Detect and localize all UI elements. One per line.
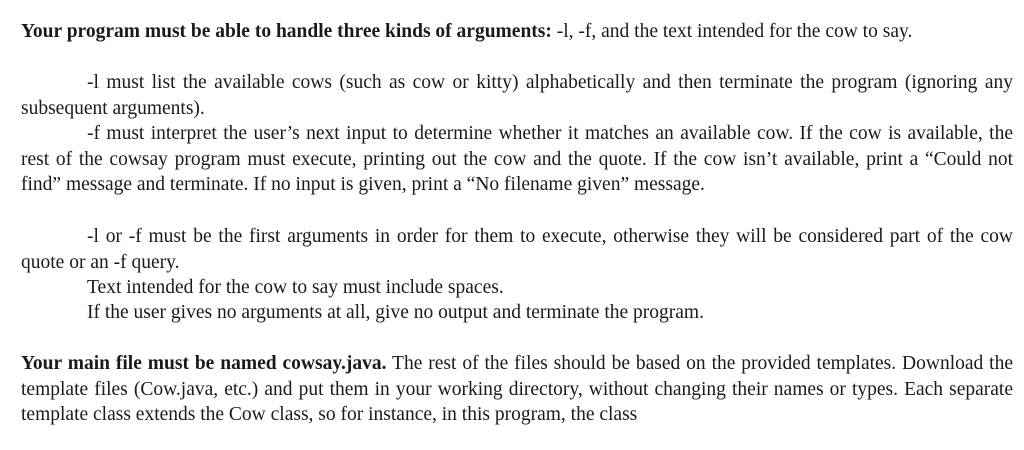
main-file-text: The rest of the files should be based on the provided templates. Download the template files (Cow.java, etc.) and put them in your working directory, without changing their names or types. Each separate template class extends the Cow class, so for instance, in this program, the class bbox=[21, 353, 1013, 425]
main-file-paragraph bbox=[21, 351, 1013, 428]
list-flag-paragraph: -l must list the available cows (such as cow or kitty) alphabetically and then terminate the program (ignoring any subsequent arguments). bbox=[21, 72, 1013, 119]
arguments-requirements-paragraph bbox=[21, 19, 1013, 45]
file-flag-paragraph: -f must interpret the user’s next input to determine whether it matches an available cow. If the cow is available, the rest of the cowsay program must execute, printing out the cow and the quote. If the cow isn’t available, print a “Could not find” message and terminate. If no input is given, print a “No filename given” message. bbox=[21, 123, 1013, 195]
no-arguments-paragraph: If the user gives no arguments at all, give no output and terminate the program. bbox=[87, 302, 704, 323]
argument-order-paragraph: -l or -f must be the first arguments in order for them to execute, otherwise they will be considered part of the cow quote or an -f query. bbox=[21, 226, 1013, 273]
arguments-list-text: -l, -f, and the text intended for the cow to say. bbox=[551, 21, 913, 42]
arguments-heading: Your program must be able to handle three kinds of arguments: bbox=[21, 21, 552, 42]
main-file-heading: Your main file must be named cowsay.java. bbox=[21, 353, 387, 374]
text-spaces-paragraph: Text intended for the cow to say must include spaces. bbox=[87, 277, 504, 298]
